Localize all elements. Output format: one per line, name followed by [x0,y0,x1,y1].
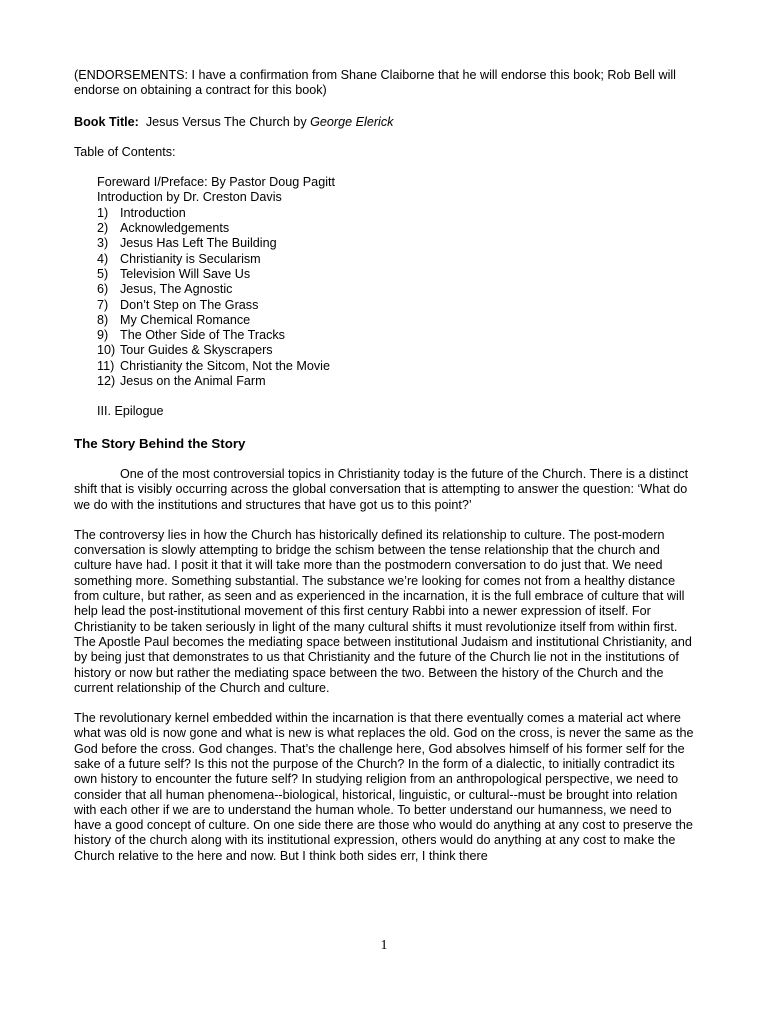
book-title-line [74,115,698,130]
toc-item [97,374,698,389]
toc-item-label: Don’t Step on The Grass [120,297,259,312]
toc-front-item: Foreward I/Preface: By Pastor Doug Pagitt [97,175,335,190]
body-paragraph: One of the most controversial topics in Christianity today is the future of the Church. There is a distinct shift that is visibly occurring across the global conversation that is attempting to answer the question: ‘What do we do with the institutions and structures that have got us to this point?’ [74,466,689,512]
toc-item [97,328,698,343]
toc-item [97,206,698,221]
toc-item-number: 11) [97,358,115,373]
toc-item [97,267,698,282]
document-page [74,68,698,879]
toc-item-number: 6) [97,282,109,297]
toc-item-number: 7) [97,297,109,312]
toc-item-label: The Other Side of The Tracks [120,328,285,343]
toc-item-label: Tour Guides & Skyscrapers [120,343,273,358]
section-heading: The Story Behind the Story [74,435,246,451]
toc-item [97,221,698,236]
toc-item-label: Introduction [120,205,186,220]
toc-epilogue: III. Epilogue [97,404,164,419]
toc-item [97,359,698,374]
page-number: 1 [380,938,388,953]
toc-item-label: Television Will Save Us [120,266,251,281]
book-author: George Elerick [310,114,394,129]
toc-item-number: 1) [97,205,109,220]
book-title-label: Book Title: [74,114,139,129]
toc-item-label: Jesus Has Left The Building [120,236,277,251]
toc-heading: Table of Contents: [74,144,176,159]
book-title: Jesus Versus The Church by [145,114,307,129]
toc-item-number: 4) [97,251,109,266]
toc-item-number: 9) [97,328,109,343]
toc-front-item: Introduction by Dr. Creston Davis [97,190,282,205]
toc-item-number: 5) [97,266,109,281]
body-paragraph: The controversy lies in how the Church has historically defined its relationship to culture. The post-modern conversation is slowly attempting to bridge the schism between the tense relationship that the church and culture have had. I posit it that it will take more than the postmodern conversation to do just that. We need something more. Something substantial. The substance we’re looking for comes not from a healthy distance from culture, but rather, as seen and as experienced in the incarnation, it is the full embrace of culture that will help lead the post-institutional movement of this first century Rabbi into a newer expression of itself. For Christianity to be taken seriously in light of the many cultural shifts it must revolutionize itself from within first. The Apostle Paul becomes the mediating space between institutional Judaism and institutional Christianity, and by being just that demonstrates to us that Christianity and the future of the Church lie not in the institutions of history or now but rather the mediating space between the two. Between the history of the Church and the current relationship of the Church and culture. [74,527,692,695]
toc-item-number: 12) [97,374,116,389]
toc-item-label: Acknowledgements [120,221,230,236]
endorsements-note: (ENDORSEMENTS: I have a confirmation from Shane Claiborne that he will endorse this book; Rob Bell will endorse on obtaining a contract for this book) [74,68,676,98]
table-of-contents [74,175,698,389]
toc-item [97,252,698,267]
toc-item [97,282,698,297]
toc-list [97,206,698,390]
toc-item [97,343,698,358]
toc-item-number: 8) [97,312,109,327]
toc-item [97,313,698,328]
toc-item-number: 10) [97,343,116,358]
toc-item-number: 2) [97,221,109,236]
toc-item-label: Jesus on the Animal Farm [120,374,266,389]
toc-item-label: Christianity the Sitcom, Not the Movie [120,358,330,373]
toc-item [97,298,698,313]
toc-item [97,236,698,251]
toc-item-label: Christianity is Secularism [120,251,261,266]
toc-item-label: Jesus, The Agnostic [120,282,233,297]
body-paragraph: The revolutionary kernel embedded within the incarnation is that there eventually comes a material act where what was old is now gone and what is new is what replaces the old. God on the cross, is never the same as the God before the cross. God changes. That’s the challenge here, God absolves himself of his former self for the sake of a future self? Is this not the purpose of the Church? In the form of a dialectic, to initially contradict its own history to encounter the future self? In studying religion from an anthropological perspective, we need to consider that all human phenomena--biological, historical, linguistic, or cultural--must be brought into relation with each other if we are to understand the human whole. To better understand our humanness, we need to have a good concept of culture. On one side there are those who would do anything at any cost to preserve the history of the church along with its institutional expression, others would do anything at any cost to make the Church relative to the here and now. But I think both sides err, I think there [74,711,694,863]
toc-item-number: 3) [97,236,109,251]
toc-item-label: My Chemical Romance [120,312,251,327]
